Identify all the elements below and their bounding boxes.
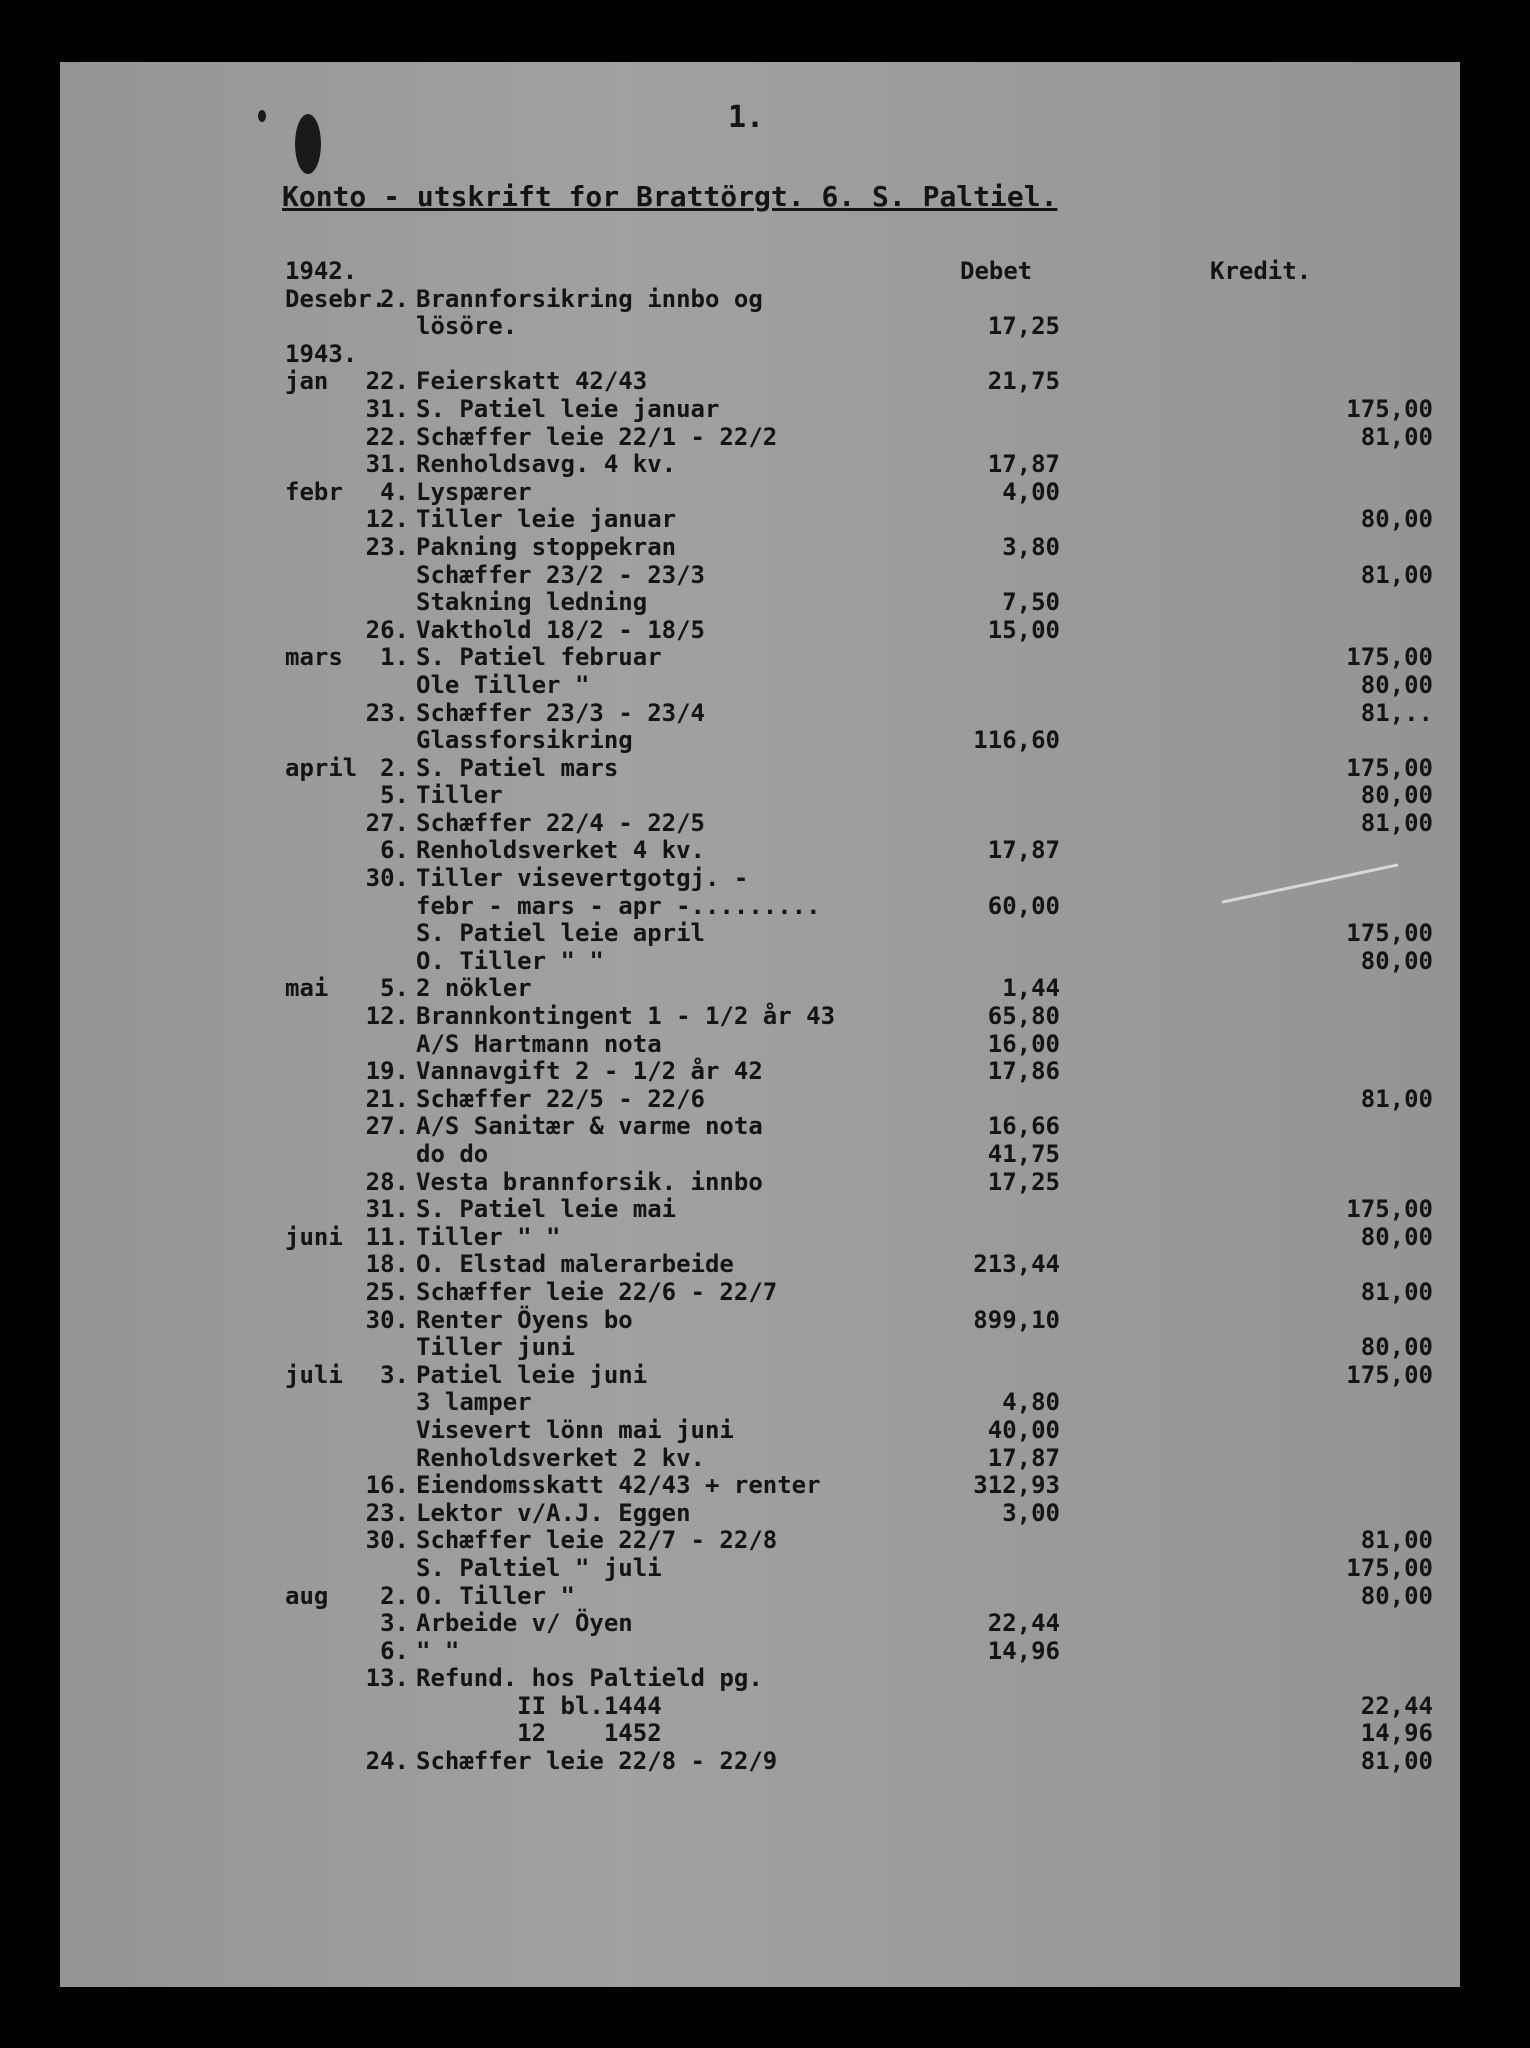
ledger-row [60, 837, 1460, 865]
ledger-row [60, 506, 1460, 534]
ledger [60, 258, 1460, 1776]
ledger-description: Refund. hos Paltield pg. [416, 1664, 763, 1693]
ledger-row [60, 1665, 1460, 1693]
ledger-row [60, 1362, 1460, 1390]
ledger-description: febr - mars - apr -......... [416, 891, 821, 920]
ledger-row [60, 1058, 1460, 1086]
ledger-row [60, 1113, 1460, 1141]
document-page [60, 62, 1460, 1987]
ledger-rows [60, 258, 1460, 1776]
ledger-day: 12. [365, 505, 409, 534]
ledger-row [60, 313, 1460, 341]
ledger-debet: 312,93 [973, 1471, 1060, 1500]
ledger-kredit: 81,00 [1360, 1526, 1433, 1555]
ledger-description: do do [416, 1140, 489, 1168]
ledger-description: O. Tiller " [416, 1581, 575, 1610]
ledger-day: 31. [365, 450, 409, 479]
ledger-month: april [285, 753, 358, 782]
ledger-row [60, 1251, 1460, 1279]
ledger-debet: 899,10 [973, 1305, 1060, 1334]
ledger-debet: 17,86 [987, 1057, 1060, 1086]
ledger-description: Renter Öyens bo [416, 1305, 633, 1334]
ledger-debet: 17,87 [987, 1443, 1060, 1472]
ledger-day: 27. [365, 808, 409, 837]
ledger-description: Schæffer leie 22/1 - 22/2 [416, 422, 778, 451]
ledger-debet: 40,00 [987, 1415, 1060, 1444]
ledger-row [60, 341, 1460, 369]
ledger-row [60, 589, 1460, 617]
ledger-debet: 4,80 [1002, 1388, 1060, 1417]
ledger-day: 19. [365, 1057, 409, 1086]
ledger-day: 23. [365, 698, 409, 727]
ledger-description: O. Elstad malerarbeide [416, 1250, 734, 1279]
ledger-kredit: 175,00 [1346, 919, 1433, 948]
ledger-row [60, 782, 1460, 810]
ledger-day: 3. [380, 1609, 409, 1638]
ledger-day: 1. [380, 643, 409, 672]
ledger-debet: 17,87 [987, 836, 1060, 865]
ledger-row [60, 1389, 1460, 1417]
ledger-description: Tiller leie januar [416, 505, 677, 534]
ledger-day: 26. [365, 615, 409, 644]
ledger-day: 2. [380, 1581, 409, 1610]
ledger-description: Renholdsverket 4 kv. [416, 836, 705, 865]
ledger-row [60, 479, 1460, 507]
ledger-row [60, 1003, 1460, 1031]
ledger-debet: 41,75 [987, 1140, 1060, 1168]
ledger-day: 11. [365, 1222, 409, 1251]
page-number: 1. [728, 100, 765, 135]
ledger-description: S. Patiel februar [416, 643, 662, 672]
ledger-day: 3. [380, 1360, 409, 1389]
ledger-day: 6. [380, 1636, 409, 1665]
ledger-kredit: 22,44 [1360, 1691, 1433, 1720]
ledger-description: Schæffer 22/5 - 22/6 [416, 1084, 705, 1113]
ledger-day: 27. [365, 1112, 409, 1141]
ledger-description: O. Tiller " " [416, 946, 604, 975]
ledger-row [60, 1500, 1460, 1528]
ledger-debet: 116,60 [973, 726, 1060, 755]
ledger-month: juli [285, 1360, 343, 1389]
ledger-month: Desebr. [285, 284, 387, 313]
ledger-debet: 3,80 [1002, 532, 1060, 561]
ledger-description: S. Patiel leie mai [416, 1195, 677, 1224]
document-title: Konto - utskrift for Brattörgt. 6. S. Paltiel. [282, 180, 1058, 213]
ledger-row [60, 1169, 1460, 1197]
ledger-debet: 15,00 [987, 615, 1060, 644]
ledger-description: Vesta brannforsik. innbo [416, 1167, 763, 1196]
ledger-kredit: 80,00 [1360, 670, 1433, 699]
ledger-description: S. Paltiel " juli [416, 1553, 662, 1582]
ledger-day: 12. [365, 1002, 409, 1031]
ledger-debet: 16,00 [987, 1029, 1060, 1058]
ledger-day: 16. [365, 1471, 409, 1500]
ledger-row [60, 1583, 1460, 1611]
ledger-description: Renholdsverket 2 kv. [416, 1443, 705, 1472]
punch-hole [295, 114, 321, 174]
ledger-row [60, 975, 1460, 1003]
ledger-debet: 17,25 [987, 1167, 1060, 1196]
ledger-day: 24. [365, 1747, 409, 1776]
ledger-row [60, 1472, 1460, 1500]
ledger-description: 12 1452 [416, 1719, 662, 1748]
ledger-row [60, 258, 1460, 286]
ledger-debet: 17,87 [987, 450, 1060, 479]
ledger-description: Vakthold 18/2 - 18/5 [416, 615, 705, 644]
ledger-row [60, 644, 1460, 672]
ledger-kredit: 81,00 [1360, 1277, 1433, 1306]
ledger-month: jan [285, 367, 329, 396]
ledger-debet: 22,44 [987, 1609, 1060, 1638]
ledger-kredit: 80,00 [1360, 1222, 1433, 1251]
ledger-description: S. Patiel mars [416, 753, 619, 782]
ledger-day: 23. [365, 532, 409, 561]
ledger-kredit: 80,00 [1360, 946, 1433, 975]
ledger-debet: 16,66 [987, 1112, 1060, 1141]
ledger-kredit: 14,96 [1360, 1719, 1433, 1748]
ledger-day: 22. [365, 422, 409, 451]
ledger-description: 3 lamper [416, 1388, 532, 1417]
ledger-row [60, 810, 1460, 838]
ledger-day: 31. [365, 394, 409, 423]
ledger-row [60, 368, 1460, 396]
ledger-row [60, 1141, 1460, 1169]
ledger-description: Schæffer 23/3 - 23/4 [416, 698, 705, 727]
ledger-description: Vannavgift 2 - 1/2 år 42 [416, 1057, 763, 1086]
ledger-kredit: 81,00 [1360, 422, 1433, 451]
ledger-row [60, 1334, 1460, 1362]
ledger-row [60, 1527, 1460, 1555]
ledger-description: Pakning stoppekran [416, 532, 677, 561]
ledger-month: juni [285, 1222, 343, 1251]
ledger-day: 21. [365, 1084, 409, 1113]
ledger-kredit: 81,00 [1360, 560, 1433, 589]
ledger-description: Tiller " " [416, 1222, 561, 1251]
ledger-row [60, 1555, 1460, 1583]
punch-hole-mark [258, 110, 266, 122]
ledger-day: 5. [380, 781, 409, 810]
ledger-day: 25. [365, 1277, 409, 1306]
ledger-kredit: 80,00 [1360, 505, 1433, 534]
ledger-row [60, 562, 1460, 590]
ledger-day: 28. [365, 1167, 409, 1196]
ledger-debet: 213,44 [973, 1250, 1060, 1279]
ledger-day: 18. [365, 1250, 409, 1279]
ledger-description: Schæffer leie 22/7 - 22/8 [416, 1526, 778, 1555]
ledger-kredit: 175,00 [1346, 1360, 1433, 1389]
ledger-kredit: 175,00 [1346, 753, 1433, 782]
ledger-row [60, 1720, 1460, 1748]
ledger-row [60, 1417, 1460, 1445]
ledger-row [60, 1031, 1460, 1059]
ledger-description: Lektor v/A.J. Eggen [416, 1498, 691, 1527]
kredit-header: Kredit. [1210, 257, 1312, 285]
ledger-description: Schæffer 23/2 - 23/3 [416, 560, 705, 589]
ledger-row [60, 1638, 1460, 1666]
ledger-kredit: 175,00 [1346, 1553, 1433, 1582]
ledger-debet: 1,44 [1002, 974, 1060, 1003]
ledger-row [60, 1693, 1460, 1721]
ledger-row [60, 727, 1460, 755]
ledger-month: 1942. [285, 257, 358, 285]
debet-header: Debet [960, 257, 1033, 285]
ledger-description: A/S Hartmann nota [416, 1029, 662, 1058]
ledger-description: lösöre. [416, 312, 518, 341]
ledger-description: Visevert lönn mai juni [416, 1415, 734, 1444]
ledger-kredit: 175,00 [1346, 394, 1433, 423]
ledger-day: 30. [365, 1305, 409, 1334]
ledger-day: 4. [380, 477, 409, 506]
ledger-debet: 14,96 [987, 1636, 1060, 1665]
ledger-day: 30. [365, 864, 409, 893]
ledger-day: 2. [380, 284, 409, 313]
ledger-month: mai [285, 974, 329, 1003]
ledger-kredit: 80,00 [1360, 781, 1433, 810]
ledger-description: II bl.1444 [416, 1691, 662, 1720]
ledger-kredit: 81,00 [1360, 1747, 1433, 1776]
ledger-day: 30. [365, 1526, 409, 1555]
ledger-day: 13. [365, 1664, 409, 1693]
ledger-description: S. Patiel leie januar [416, 394, 720, 423]
ledger-kredit: 175,00 [1346, 1195, 1433, 1224]
ledger-day: 22. [365, 367, 409, 396]
ledger-description: A/S Sanitær & varme nota [416, 1112, 763, 1141]
ledger-description: Glassforsikring [416, 726, 633, 755]
ledger-description: Schæffer leie 22/6 - 22/7 [416, 1277, 778, 1306]
ledger-description: Brannkontingent 1 - 1/2 år 43 [416, 1002, 836, 1031]
ledger-description: Arbeide v/ Öyen [416, 1609, 633, 1638]
ledger-description: Tiller [416, 781, 503, 810]
ledger-row [60, 1196, 1460, 1224]
ledger-debet: 60,00 [987, 891, 1060, 920]
ledger-description: Renholdsavg. 4 kv. [416, 450, 677, 479]
ledger-row [60, 451, 1460, 479]
ledger-row [60, 1279, 1460, 1307]
ledger-description: Schæffer 22/4 - 22/5 [416, 808, 705, 837]
ledger-row [60, 1748, 1460, 1776]
ledger-day: 31. [365, 1195, 409, 1224]
ledger-row [60, 948, 1460, 976]
ledger-day: 5. [380, 974, 409, 1003]
ledger-row [60, 396, 1460, 424]
ledger-row [60, 700, 1460, 728]
ledger-row [60, 672, 1460, 700]
ledger-row [60, 920, 1460, 948]
ledger-description: Lyspærer [416, 477, 532, 506]
ledger-debet: 21,75 [987, 367, 1060, 396]
ledger-description: Ole Tiller " [416, 670, 590, 699]
ledger-description: 2 nökler [416, 974, 532, 1003]
ledger-row [60, 1445, 1460, 1473]
ledger-description: Stakning ledning [416, 588, 648, 617]
ledger-month: febr [285, 477, 343, 506]
ledger-row [60, 286, 1460, 314]
ledger-description: S. Patiel leie april [416, 919, 705, 948]
ledger-debet: 7,50 [1002, 588, 1060, 617]
ledger-kredit: 81,00 [1360, 1084, 1433, 1113]
ledger-month: aug [285, 1581, 329, 1610]
ledger-kredit: 80,00 [1360, 1581, 1433, 1610]
ledger-row [60, 1224, 1460, 1252]
ledger-debet: 65,80 [987, 1002, 1060, 1031]
ledger-description: Tiller visevertgotgj. - [416, 864, 749, 893]
ledger-month: mars [285, 643, 343, 672]
ledger-row [60, 755, 1460, 783]
ledger-description: Schæffer leie 22/8 - 22/9 [416, 1747, 778, 1776]
ledger-row [60, 1086, 1460, 1114]
ledger-day: 6. [380, 836, 409, 865]
ledger-description: Patiel leie juni [416, 1360, 648, 1389]
ledger-description: Tiller juni [416, 1333, 575, 1362]
ledger-debet: 17,25 [987, 312, 1060, 341]
ledger-kredit: 81,00 [1360, 808, 1433, 837]
ledger-row [60, 865, 1460, 893]
ledger-debet: 4,00 [1002, 477, 1060, 506]
ledger-description: Feierskatt 42/43 [416, 367, 648, 396]
ledger-row [60, 1610, 1460, 1638]
ledger-row [60, 1307, 1460, 1335]
ledger-row [60, 424, 1460, 452]
ledger-row [60, 893, 1460, 921]
ledger-day: 23. [365, 1498, 409, 1527]
ledger-debet: 3,00 [1002, 1498, 1060, 1527]
ledger-day: 2. [380, 753, 409, 782]
ledger-row [60, 534, 1460, 562]
ledger-kredit: 80,00 [1360, 1333, 1433, 1362]
ledger-kredit: 175,00 [1346, 643, 1433, 672]
ledger-description: Brannforsikring innbo og [416, 284, 763, 313]
ledger-row [60, 617, 1460, 645]
ledger-description: Eiendomsskatt 42/43 + renter [416, 1471, 821, 1500]
ledger-description: " " [416, 1636, 460, 1665]
ledger-month: 1943. [285, 339, 358, 368]
ledger-kredit: 81,.. [1360, 698, 1433, 727]
